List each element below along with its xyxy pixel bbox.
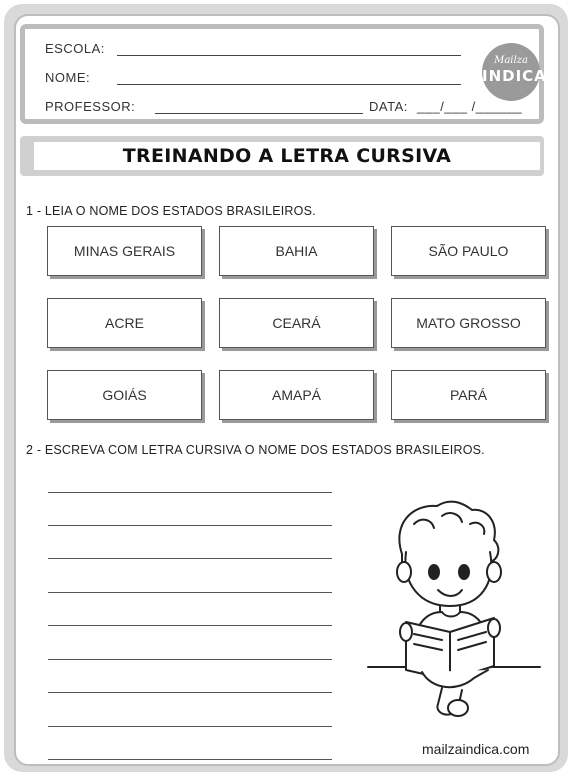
state-card: MATO GROSSO <box>391 298 546 348</box>
writing-line[interactable] <box>48 759 332 760</box>
footer-website[interactable]: mailzaindica.com <box>422 741 530 757</box>
writing-line[interactable] <box>48 659 332 660</box>
state-card: ACRE <box>47 298 202 348</box>
state-card: MINAS GERAIS <box>47 226 202 276</box>
writing-line[interactable] <box>48 525 332 526</box>
state-card: AMAPÁ <box>219 370 374 420</box>
school-field[interactable] <box>117 55 461 56</box>
state-card: GOIÁS <box>47 370 202 420</box>
state-card: SÃO PAULO <box>391 226 546 276</box>
state-card: BAHIA <box>219 226 374 276</box>
writing-line[interactable] <box>48 492 332 493</box>
state-card: CEARÁ <box>219 298 374 348</box>
name-field[interactable] <box>117 84 461 85</box>
writing-line[interactable] <box>48 558 332 559</box>
state-card: PARÁ <box>391 370 546 420</box>
reading-boy-illustration <box>362 494 542 734</box>
logo-line1: Mailza <box>494 55 528 66</box>
teacher-label: PROFESSOR: <box>45 99 136 114</box>
header-box <box>20 24 547 124</box>
writing-line[interactable] <box>48 692 332 693</box>
writing-line[interactable] <box>48 592 332 593</box>
teacher-field[interactable] <box>155 113 363 114</box>
page-title: TREINANDO A LETRA CURSIVA <box>122 145 452 167</box>
date-field[interactable]: ___/___ /______ <box>417 99 523 114</box>
date-label: DATA: <box>369 99 408 114</box>
question-1: 1 - LEIA O NOME DOS ESTADOS BRASILEIROS. <box>26 204 316 218</box>
name-label: NOME: <box>45 70 91 85</box>
writing-line[interactable] <box>48 726 332 727</box>
title-bar <box>20 136 544 176</box>
question-2: 2 - ESCREVA COM LETRA CURSIVA O NOME DOS ESTADOS BRASILEIROS. <box>26 443 485 457</box>
brand-logo <box>482 43 547 101</box>
writing-line[interactable] <box>48 625 332 626</box>
title-inner <box>34 142 540 170</box>
school-label: ESCOLA: <box>45 41 105 56</box>
logo-line2: INDICA <box>482 67 547 85</box>
